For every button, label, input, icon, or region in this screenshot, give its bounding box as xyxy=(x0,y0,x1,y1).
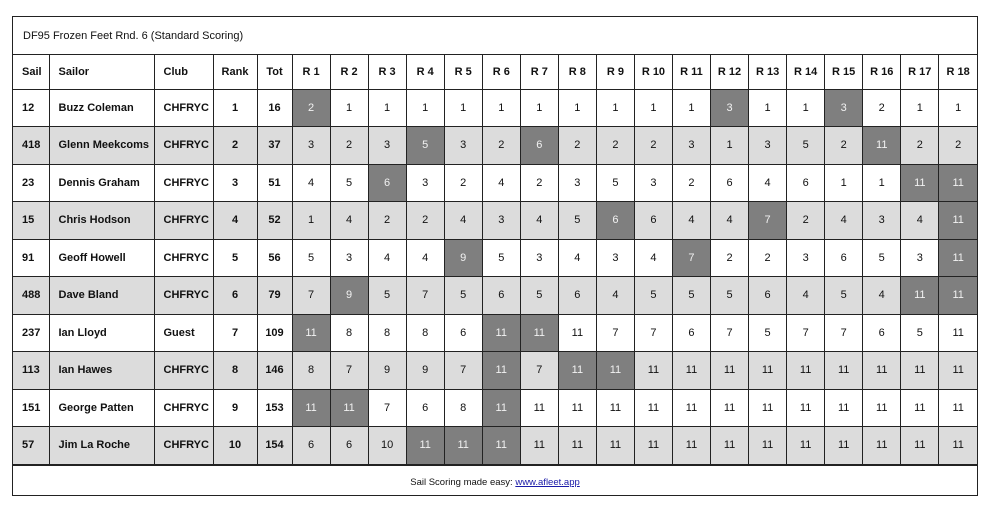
race-score-cell: 11 xyxy=(520,389,558,427)
race-score-cell: 4 xyxy=(901,202,939,240)
race-score-cell: 11 xyxy=(749,352,787,390)
rank-cell: 2 xyxy=(213,127,257,165)
race-score-cell: 11 xyxy=(901,427,939,465)
rank-cell: 1 xyxy=(213,89,257,127)
race-score-cell: 1 xyxy=(406,89,444,127)
race-score-cell: 11 xyxy=(292,389,330,427)
race-score-cell: 2 xyxy=(825,127,863,165)
race-score-cell: 11 xyxy=(711,352,749,390)
total-cell: 153 xyxy=(257,389,292,427)
race-score-cell: 3 xyxy=(558,164,596,202)
club-cell: CHFRYC xyxy=(154,277,213,315)
race-score-cell: 2 xyxy=(901,127,939,165)
race-score-cell: 3 xyxy=(596,239,634,277)
race-score-cell: 7 xyxy=(596,314,634,352)
race-score-cell: 4 xyxy=(596,277,634,315)
race-score-cell: 6 xyxy=(558,277,596,315)
total-cell: 79 xyxy=(257,277,292,315)
race-score-cell: 3 xyxy=(482,202,520,240)
race-score-cell: 11 xyxy=(596,352,634,390)
column-header: Tot xyxy=(257,55,292,89)
race-score-cell: 11 xyxy=(863,127,901,165)
race-score-cell: 1 xyxy=(596,89,634,127)
race-score-cell: 6 xyxy=(672,314,710,352)
total-cell: 109 xyxy=(257,314,292,352)
race-score-cell: 1 xyxy=(558,89,596,127)
race-score-cell: 5 xyxy=(596,164,634,202)
race-score-cell: 3 xyxy=(444,127,482,165)
sailor-cell: Chris Hodson xyxy=(49,202,154,240)
race-score-cell: 6 xyxy=(406,389,444,427)
results-table xyxy=(13,55,977,465)
sail-cell: 57 xyxy=(13,427,49,465)
race-score-cell: 9 xyxy=(444,239,482,277)
sail-cell: 488 xyxy=(13,277,49,315)
race-score-cell: 11 xyxy=(749,389,787,427)
race-score-cell: 11 xyxy=(482,427,520,465)
race-score-cell: 4 xyxy=(787,277,825,315)
sailor-cell: Dennis Graham xyxy=(49,164,154,202)
table-row xyxy=(13,164,977,202)
race-score-cell: 11 xyxy=(939,239,977,277)
table-row xyxy=(13,202,977,240)
club-cell: CHFRYC xyxy=(154,164,213,202)
race-score-cell: 1 xyxy=(825,164,863,202)
race-score-cell: 3 xyxy=(787,239,825,277)
club-cell: CHFRYC xyxy=(154,427,213,465)
race-score-cell: 2 xyxy=(406,202,444,240)
race-score-cell: 3 xyxy=(749,127,787,165)
race-score-cell: 6 xyxy=(749,277,787,315)
race-score-cell: 2 xyxy=(672,164,710,202)
race-score-cell: 2 xyxy=(939,127,977,165)
race-score-cell: 5 xyxy=(482,239,520,277)
table-row xyxy=(13,352,977,390)
column-header: R 3 xyxy=(368,55,406,89)
race-score-cell: 7 xyxy=(368,389,406,427)
race-score-cell: 1 xyxy=(901,89,939,127)
race-score-cell: 5 xyxy=(368,277,406,315)
rank-cell: 8 xyxy=(213,352,257,390)
rank-cell: 5 xyxy=(213,239,257,277)
race-score-cell: 11 xyxy=(482,314,520,352)
race-score-cell: 2 xyxy=(444,164,482,202)
race-score-cell: 2 xyxy=(368,202,406,240)
results-sheet xyxy=(12,16,978,496)
club-cell: CHFRYC xyxy=(154,202,213,240)
race-score-cell: 6 xyxy=(825,239,863,277)
race-score-cell: 11 xyxy=(482,389,520,427)
race-score-cell: 7 xyxy=(444,352,482,390)
race-score-cell: 1 xyxy=(330,89,368,127)
race-score-cell: 1 xyxy=(520,89,558,127)
race-score-cell: 1 xyxy=(444,89,482,127)
race-score-cell: 3 xyxy=(406,164,444,202)
race-score-cell: 2 xyxy=(749,239,787,277)
sail-cell: 418 xyxy=(13,127,49,165)
total-cell: 51 xyxy=(257,164,292,202)
table-row xyxy=(13,427,977,465)
race-score-cell: 11 xyxy=(901,389,939,427)
race-score-cell: 3 xyxy=(634,164,672,202)
race-score-cell: 9 xyxy=(330,277,368,315)
race-score-cell: 9 xyxy=(368,352,406,390)
race-score-cell: 4 xyxy=(482,164,520,202)
race-score-cell: 7 xyxy=(292,277,330,315)
rank-cell: 3 xyxy=(213,164,257,202)
race-score-cell: 6 xyxy=(444,314,482,352)
rank-cell: 6 xyxy=(213,277,257,315)
race-score-cell: 4 xyxy=(444,202,482,240)
race-score-cell: 11 xyxy=(558,389,596,427)
club-cell: CHFRYC xyxy=(154,127,213,165)
race-score-cell: 4 xyxy=(330,202,368,240)
race-score-cell: 11 xyxy=(787,352,825,390)
race-score-cell: 5 xyxy=(558,202,596,240)
sailor-cell: George Patten xyxy=(49,389,154,427)
race-score-cell: 5 xyxy=(406,127,444,165)
race-score-cell: 1 xyxy=(749,89,787,127)
column-header: R 13 xyxy=(749,55,787,89)
race-score-cell: 8 xyxy=(330,314,368,352)
race-score-cell: 2 xyxy=(863,89,901,127)
race-score-cell: 1 xyxy=(368,89,406,127)
table-body xyxy=(13,89,977,464)
race-score-cell: 11 xyxy=(939,277,977,315)
sailor-cell: Dave Bland xyxy=(49,277,154,315)
race-score-cell: 11 xyxy=(596,427,634,465)
table-row xyxy=(13,277,977,315)
race-score-cell: 7 xyxy=(749,202,787,240)
footer xyxy=(13,465,977,499)
race-score-cell: 7 xyxy=(787,314,825,352)
afleet-link[interactable]: www.afleet.app xyxy=(515,476,580,488)
race-score-cell: 11 xyxy=(711,427,749,465)
sail-cell: 151 xyxy=(13,389,49,427)
race-score-cell: 11 xyxy=(672,389,710,427)
race-score-cell: 11 xyxy=(634,352,672,390)
race-score-cell: 3 xyxy=(711,89,749,127)
sail-cell: 15 xyxy=(13,202,49,240)
race-score-cell: 11 xyxy=(520,314,558,352)
column-header: R 6 xyxy=(482,55,520,89)
race-score-cell: 5 xyxy=(634,277,672,315)
table-row xyxy=(13,89,977,127)
race-score-cell: 3 xyxy=(520,239,558,277)
race-score-cell: 6 xyxy=(863,314,901,352)
race-score-cell: 5 xyxy=(292,239,330,277)
race-score-cell: 3 xyxy=(825,89,863,127)
race-score-cell: 1 xyxy=(939,89,977,127)
footer-text: Sail Scoring made easy: xyxy=(410,476,516,488)
club-cell: CHFRYC xyxy=(154,239,213,277)
race-score-cell: 4 xyxy=(558,239,596,277)
total-cell: 37 xyxy=(257,127,292,165)
sailor-cell: Ian Hawes xyxy=(49,352,154,390)
race-score-cell: 3 xyxy=(863,202,901,240)
race-score-cell: 3 xyxy=(292,127,330,165)
column-header: R 4 xyxy=(406,55,444,89)
race-score-cell: 11 xyxy=(939,389,977,427)
race-score-cell: 5 xyxy=(863,239,901,277)
race-score-cell: 6 xyxy=(634,202,672,240)
race-score-cell: 2 xyxy=(558,127,596,165)
race-score-cell: 4 xyxy=(368,239,406,277)
race-score-cell: 11 xyxy=(558,427,596,465)
race-score-cell: 6 xyxy=(292,427,330,465)
race-score-cell: 2 xyxy=(634,127,672,165)
race-score-cell: 5 xyxy=(901,314,939,352)
total-cell: 16 xyxy=(257,89,292,127)
race-score-cell: 1 xyxy=(292,202,330,240)
race-score-cell: 5 xyxy=(825,277,863,315)
race-score-cell: 11 xyxy=(520,427,558,465)
race-score-cell: 11 xyxy=(482,352,520,390)
sail-cell: 12 xyxy=(13,89,49,127)
race-score-cell: 4 xyxy=(672,202,710,240)
race-score-cell: 11 xyxy=(672,427,710,465)
rank-cell: 7 xyxy=(213,314,257,352)
column-header: R 14 xyxy=(787,55,825,89)
race-score-cell: 6 xyxy=(482,277,520,315)
table-row xyxy=(13,127,977,165)
race-score-cell: 8 xyxy=(444,389,482,427)
race-score-cell: 11 xyxy=(825,352,863,390)
race-score-cell: 5 xyxy=(444,277,482,315)
column-header: Sail xyxy=(13,55,49,89)
sailor-cell: Ian Lloyd xyxy=(49,314,154,352)
race-score-cell: 5 xyxy=(520,277,558,315)
club-cell: Guest xyxy=(154,314,213,352)
race-score-cell: 3 xyxy=(368,127,406,165)
race-score-cell: 11 xyxy=(406,427,444,465)
race-score-cell: 2 xyxy=(330,127,368,165)
race-score-cell: 1 xyxy=(863,164,901,202)
race-score-cell: 6 xyxy=(596,202,634,240)
column-header: R 5 xyxy=(444,55,482,89)
race-score-cell: 11 xyxy=(634,389,672,427)
race-score-cell: 2 xyxy=(482,127,520,165)
race-score-cell: 1 xyxy=(634,89,672,127)
column-header: R 10 xyxy=(634,55,672,89)
column-header: R 17 xyxy=(901,55,939,89)
race-score-cell: 4 xyxy=(749,164,787,202)
race-score-cell: 7 xyxy=(672,239,710,277)
total-cell: 146 xyxy=(257,352,292,390)
race-score-cell: 4 xyxy=(863,277,901,315)
race-score-cell: 8 xyxy=(368,314,406,352)
race-score-cell: 11 xyxy=(749,427,787,465)
column-header: R 7 xyxy=(520,55,558,89)
column-header: Sailor xyxy=(49,55,154,89)
race-score-cell: 7 xyxy=(330,352,368,390)
race-score-cell: 11 xyxy=(825,427,863,465)
race-score-cell: 7 xyxy=(634,314,672,352)
race-score-cell: 11 xyxy=(672,352,710,390)
race-score-cell: 11 xyxy=(558,314,596,352)
race-score-cell: 3 xyxy=(672,127,710,165)
column-header: R 9 xyxy=(596,55,634,89)
race-score-cell: 4 xyxy=(634,239,672,277)
race-score-cell: 11 xyxy=(863,427,901,465)
race-score-cell: 3 xyxy=(330,239,368,277)
rank-cell: 10 xyxy=(213,427,257,465)
column-header: R 18 xyxy=(939,55,977,89)
column-header: R 8 xyxy=(558,55,596,89)
sailor-cell: Glenn Meekcoms xyxy=(49,127,154,165)
race-score-cell: 1 xyxy=(482,89,520,127)
race-score-cell: 11 xyxy=(901,164,939,202)
race-score-cell: 7 xyxy=(520,352,558,390)
race-score-cell: 6 xyxy=(711,164,749,202)
race-score-cell: 5 xyxy=(330,164,368,202)
race-score-cell: 4 xyxy=(406,239,444,277)
sailor-cell: Geoff Howell xyxy=(49,239,154,277)
race-score-cell: 5 xyxy=(749,314,787,352)
table-row xyxy=(13,239,977,277)
race-score-cell: 4 xyxy=(520,202,558,240)
race-score-cell: 5 xyxy=(787,127,825,165)
column-header: Club xyxy=(154,55,213,89)
race-score-cell: 11 xyxy=(330,389,368,427)
race-score-cell: 7 xyxy=(406,277,444,315)
column-header: R 1 xyxy=(292,55,330,89)
race-score-cell: 6 xyxy=(330,427,368,465)
race-score-cell: 1 xyxy=(672,89,710,127)
column-header: R 16 xyxy=(863,55,901,89)
race-score-cell: 7 xyxy=(711,314,749,352)
race-score-cell: 6 xyxy=(787,164,825,202)
race-score-cell: 11 xyxy=(939,202,977,240)
race-score-cell: 2 xyxy=(596,127,634,165)
race-score-cell: 4 xyxy=(711,202,749,240)
race-score-cell: 11 xyxy=(711,389,749,427)
total-cell: 154 xyxy=(257,427,292,465)
column-header: R 15 xyxy=(825,55,863,89)
race-score-cell: 11 xyxy=(558,352,596,390)
race-score-cell: 11 xyxy=(939,164,977,202)
race-score-cell: 11 xyxy=(939,352,977,390)
race-score-cell: 8 xyxy=(292,352,330,390)
column-header: R 11 xyxy=(672,55,710,89)
race-score-cell: 11 xyxy=(863,352,901,390)
race-score-cell: 11 xyxy=(596,389,634,427)
race-score-cell: 2 xyxy=(292,89,330,127)
sail-cell: 91 xyxy=(13,239,49,277)
race-score-cell: 8 xyxy=(406,314,444,352)
sailor-cell: Jim La Roche xyxy=(49,427,154,465)
race-score-cell: 11 xyxy=(825,389,863,427)
race-score-cell: 9 xyxy=(406,352,444,390)
race-score-cell: 5 xyxy=(672,277,710,315)
column-header: R 2 xyxy=(330,55,368,89)
race-score-cell: 11 xyxy=(939,427,977,465)
table-header-row xyxy=(13,55,977,89)
race-score-cell: 11 xyxy=(863,389,901,427)
race-score-cell: 2 xyxy=(520,164,558,202)
sail-cell: 113 xyxy=(13,352,49,390)
race-score-cell: 1 xyxy=(787,89,825,127)
race-score-cell: 7 xyxy=(825,314,863,352)
column-header: R 12 xyxy=(711,55,749,89)
race-score-cell: 6 xyxy=(520,127,558,165)
race-score-cell: 11 xyxy=(787,427,825,465)
sail-cell: 237 xyxy=(13,314,49,352)
race-score-cell: 11 xyxy=(634,427,672,465)
race-score-cell: 11 xyxy=(444,427,482,465)
race-score-cell: 11 xyxy=(901,352,939,390)
rank-cell: 9 xyxy=(213,389,257,427)
race-score-cell: 2 xyxy=(711,239,749,277)
race-score-cell: 5 xyxy=(711,277,749,315)
race-score-cell: 2 xyxy=(787,202,825,240)
total-cell: 56 xyxy=(257,239,292,277)
club-cell: CHFRYC xyxy=(154,352,213,390)
race-score-cell: 4 xyxy=(292,164,330,202)
total-cell: 52 xyxy=(257,202,292,240)
race-score-cell: 4 xyxy=(825,202,863,240)
race-score-cell: 11 xyxy=(292,314,330,352)
table-row xyxy=(13,389,977,427)
race-score-cell: 11 xyxy=(787,389,825,427)
race-score-cell: 1 xyxy=(711,127,749,165)
table-row xyxy=(13,314,977,352)
club-cell: CHFRYC xyxy=(154,389,213,427)
page-title: DF95 Frozen Feet Rnd. 6 (Standard Scoring) xyxy=(13,17,977,55)
race-score-cell: 3 xyxy=(901,239,939,277)
race-score-cell: 11 xyxy=(901,277,939,315)
sailor-cell: Buzz Coleman xyxy=(49,89,154,127)
race-score-cell: 6 xyxy=(368,164,406,202)
sail-cell: 23 xyxy=(13,164,49,202)
column-header: Rank xyxy=(213,55,257,89)
race-score-cell: 11 xyxy=(939,314,977,352)
club-cell: CHFRYC xyxy=(154,89,213,127)
rank-cell: 4 xyxy=(213,202,257,240)
race-score-cell: 10 xyxy=(368,427,406,465)
